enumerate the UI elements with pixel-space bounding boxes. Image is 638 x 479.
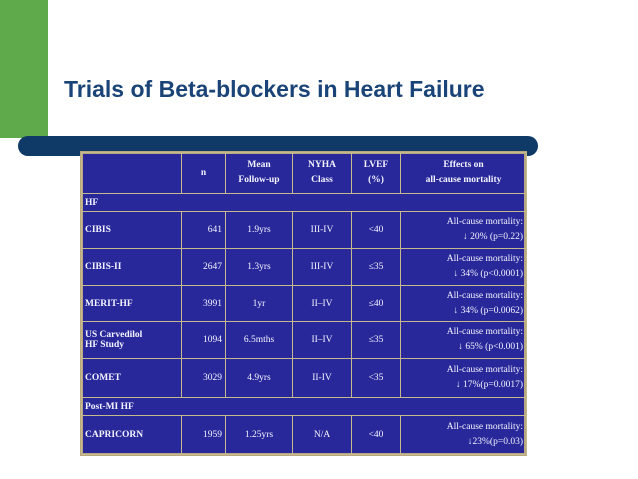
trial-lvef: ≤40	[352, 285, 401, 322]
trial-lvef: <35	[352, 359, 401, 398]
trial-effect: All-cause mortality: ↓ 20% (p=0.22)	[401, 212, 527, 249]
trial-followup: 1.3yrs	[226, 249, 293, 286]
header-followup-line2: Follow-up	[238, 175, 280, 185]
header-effects-line1: Effects on	[443, 160, 484, 170]
trial-effect: All-cause mortality: ↓ 17%(p=0.0017)	[401, 359, 527, 398]
trial-name: MERIT-HF	[82, 285, 182, 322]
trial-nyha: II–IV	[293, 285, 352, 322]
trial-effect: All-cause mortality: ↓ 34% (p<0.0001)	[401, 249, 527, 286]
header-lvef	[352, 153, 401, 194]
header-effects	[401, 153, 527, 194]
table-header-row	[82, 153, 527, 194]
section-row-post-mi	[82, 397, 527, 415]
trial-n: 3029	[182, 359, 226, 398]
trial-nyha: III-IV	[293, 249, 352, 286]
trial-nyha: II-IV	[293, 359, 352, 398]
section-label-post-mi: Post-MI HF	[82, 397, 527, 415]
section-label-hf: HF	[82, 194, 527, 212]
trial-name: COMET	[82, 359, 182, 398]
table-row	[82, 212, 527, 249]
header-nyha	[293, 153, 352, 194]
header-lvef-line2: (%)	[368, 175, 384, 185]
table-row	[82, 285, 527, 322]
table-row	[82, 249, 527, 286]
section-row-hf	[82, 194, 527, 212]
trial-name: CIBIS-II	[82, 249, 182, 286]
trial-effect: All-cause mortality: ↓23%(p=0.03)	[401, 416, 527, 455]
trial-nyha: III-IV	[293, 212, 352, 249]
trial-followup: 6.5mths	[226, 322, 293, 359]
trial-name: CIBIS	[82, 212, 182, 249]
trial-n: 1094	[182, 322, 226, 359]
header-nyha-line2: Class	[311, 175, 333, 185]
header-followup	[226, 153, 293, 194]
table-row	[82, 359, 527, 398]
table-row	[82, 322, 527, 359]
trial-n: 2647	[182, 249, 226, 286]
trial-effect: All-cause mortality: ↓ 34% (p=0.0062)	[401, 285, 527, 322]
trial-name: US Carvedilol HF Study	[82, 322, 182, 359]
trials-table	[81, 152, 527, 455]
slide-title: Trials of Beta-blockers in Heart Failure	[64, 76, 485, 102]
trial-followup: 1yr	[226, 285, 293, 322]
header-trial	[82, 153, 182, 194]
trial-n: 1959	[182, 416, 226, 455]
trial-nyha: N/A	[293, 416, 352, 455]
trial-followup: 4.9yrs	[226, 359, 293, 398]
trial-lvef: <40	[352, 416, 401, 455]
trial-n: 641	[182, 212, 226, 249]
trial-followup: 1.25yrs	[226, 416, 293, 455]
trial-name: CAPRICORN	[82, 416, 182, 455]
trial-lvef: ≤35	[352, 249, 401, 286]
header-nyha-line1: NYHA	[308, 160, 336, 170]
trial-lvef: <40	[352, 212, 401, 249]
header-lvef-line1: LVEF	[363, 160, 389, 170]
trial-followup: 1.9yrs	[226, 212, 293, 249]
table-row	[82, 416, 527, 455]
trial-effect: All-cause mortality: ↓ 65% (p<0.001)	[401, 322, 527, 359]
trial-nyha: II–IV	[293, 322, 352, 359]
trial-lvef: ≤35	[352, 322, 401, 359]
trial-n: 3991	[182, 285, 226, 322]
header-n: n	[182, 153, 226, 194]
header-effects-line2: all-cause mortality	[425, 175, 502, 185]
header-followup-line1: Mean	[247, 160, 271, 170]
